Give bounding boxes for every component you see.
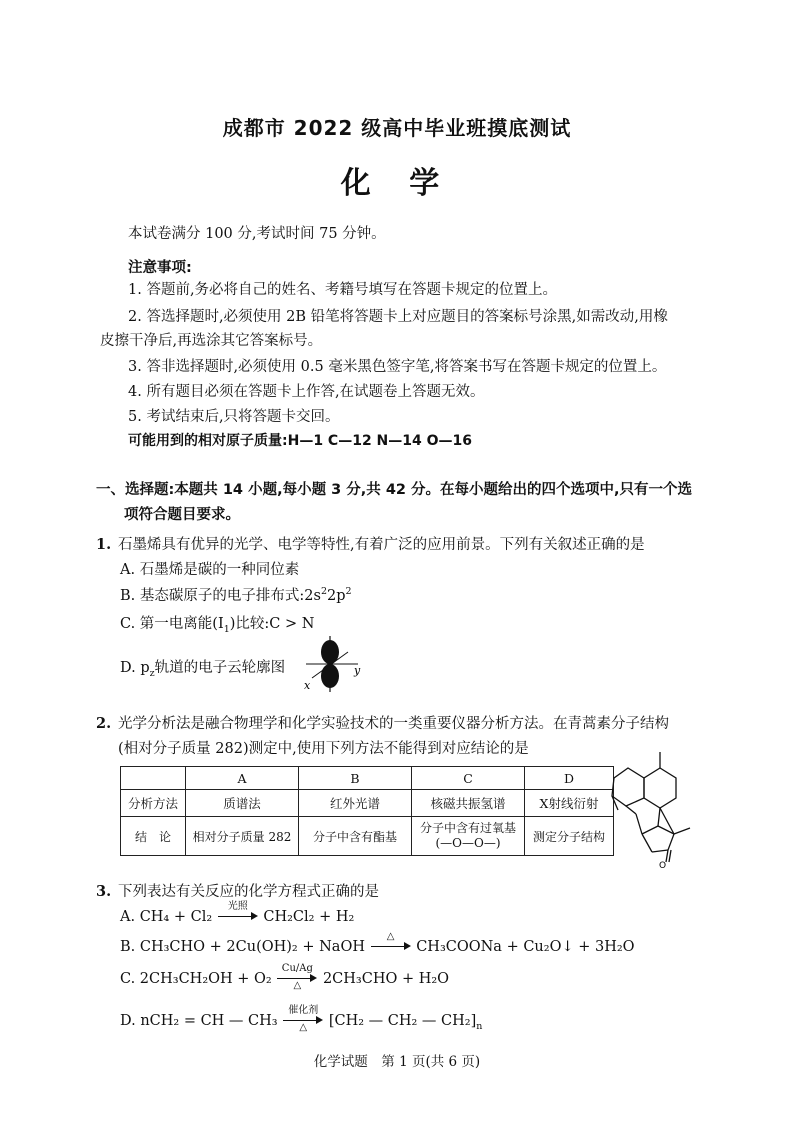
- q3-option-d: D. nCH₂ = CH — CH₃ 催化剂 △ [CH₂ — CH₂ — $CH_2]_n$: [120, 1005, 483, 1033]
- artemisinin-structure: [596, 748, 706, 868]
- note-5: 5. 考试结束后,只将答题卡交回。: [128, 409, 340, 425]
- note-4: 4. 所有题目必须在答题卡上作答,在试题卷上答题无效。: [128, 384, 485, 400]
- q1-stem: [96, 533, 645, 554]
- q2-table: [120, 766, 614, 856]
- q1-number: 1.: [96, 536, 112, 553]
- note-2a: 2. 答选择题时,必须使用 2B 铅笔将答题卡上对应题目的答案标号涂黑,如需改动,用橡: [128, 309, 668, 325]
- atomic-masses: 可能用到的相对原子质量:H—1 C—12 N—14 O—16: [128, 433, 473, 449]
- reaction-arrow: △: [371, 934, 411, 960]
- pz-orbital-diagram: [300, 634, 364, 694]
- q1-option-d: D. $p_z$轨道的电子云轮廓图: [120, 660, 286, 679]
- subject-title: 化 学: [340, 166, 454, 201]
- q1-option-b: B. 基态碳原子的电子排布式$:2s^22p^2$: [120, 586, 352, 604]
- table-row: 结 论 相对分子质量 282 分子中含有酯基 分子中含有过氧基 (—O—O—) 测定分子结构: [121, 817, 614, 856]
- reaction-arrow: 光照: [218, 904, 258, 930]
- q2-number: 2.: [96, 715, 112, 732]
- q3-option-a: A. CH₄ + Cl₂ 光照 CH₂Cl₂ + H₂: [120, 904, 354, 930]
- reaction-arrow: Cu/Ag △: [277, 966, 317, 992]
- q1-option-c: C. 第一电离能$(I_1)$比较:C > N: [120, 616, 315, 635]
- q1-stem-text: 石墨烯具有优异的光学、电学等特性,有着广泛的应用前景。下列有关叙述正确的是: [118, 537, 645, 553]
- section-heading-a: 一、选择题:本题共 14 小题,每小题 3 分,共 42 分。在每小题给出的四个选项中,只有一个选: [96, 482, 693, 498]
- q3-stem: 3. 下列表达有关反应的化学方程式正确的是: [96, 883, 379, 900]
- reaction-arrow: 催化剂 △: [283, 1008, 323, 1034]
- exam-title: 成都市 2022 级高中毕业班摸底测试: [222, 116, 572, 140]
- note-2b: 皮擦干净后,再选涂其它答案标号。: [100, 333, 323, 349]
- q2-stem-b: (相对分子质量 282)测定中,使用下列方法不能得到对应结论的是: [118, 741, 529, 757]
- notes-heading: 注意事项:: [128, 260, 192, 276]
- q1-option-a: A. 石墨烯是碳的一种同位素: [120, 562, 300, 578]
- axis-x-label: x: [304, 679, 311, 692]
- q3-number: 3.: [96, 883, 112, 900]
- q2-stem-a: 2. 光学分析法是融合物理学和化学实验技术的一类重要仪器分析方法。在青蒿素分子结构: [96, 715, 669, 732]
- table-row: A B C D: [121, 767, 614, 790]
- axis-y-label: y: [354, 664, 361, 677]
- q3-option-c: C. 2CH₃CH₂OH + O₂ Cu/Ag △ 2CH₃CHO + H₂O: [120, 963, 450, 991]
- page-footer: 化学试题 第 1 页(共 6 页): [313, 1054, 481, 1070]
- exam-info: 本试卷满分 100 分,考试时间 75 分钟。: [128, 226, 386, 242]
- note-1: 1. 答题前,务必将自己的姓名、考籍号填写在答题卡规定的位置上。: [128, 282, 558, 298]
- q3-option-b: B. CH₃CHO + 2Cu(OH)₂ + NaOH △ CH₃COONa + Cu₂O↓ + 3H₂O: [120, 934, 635, 960]
- section-heading-b: 项符合题目要求。: [124, 507, 240, 523]
- note-3: 3. 答非选择题时,必须使用 0.5 毫米黑色签字笔,将答案书写在答题卡规定的位置上。: [128, 359, 667, 375]
- table-row: 分析方法 质谱法 红外光谱 核磁共振氢谱 X射线衍射: [121, 790, 614, 817]
- structure-oxygen-label: O: [659, 861, 667, 868]
